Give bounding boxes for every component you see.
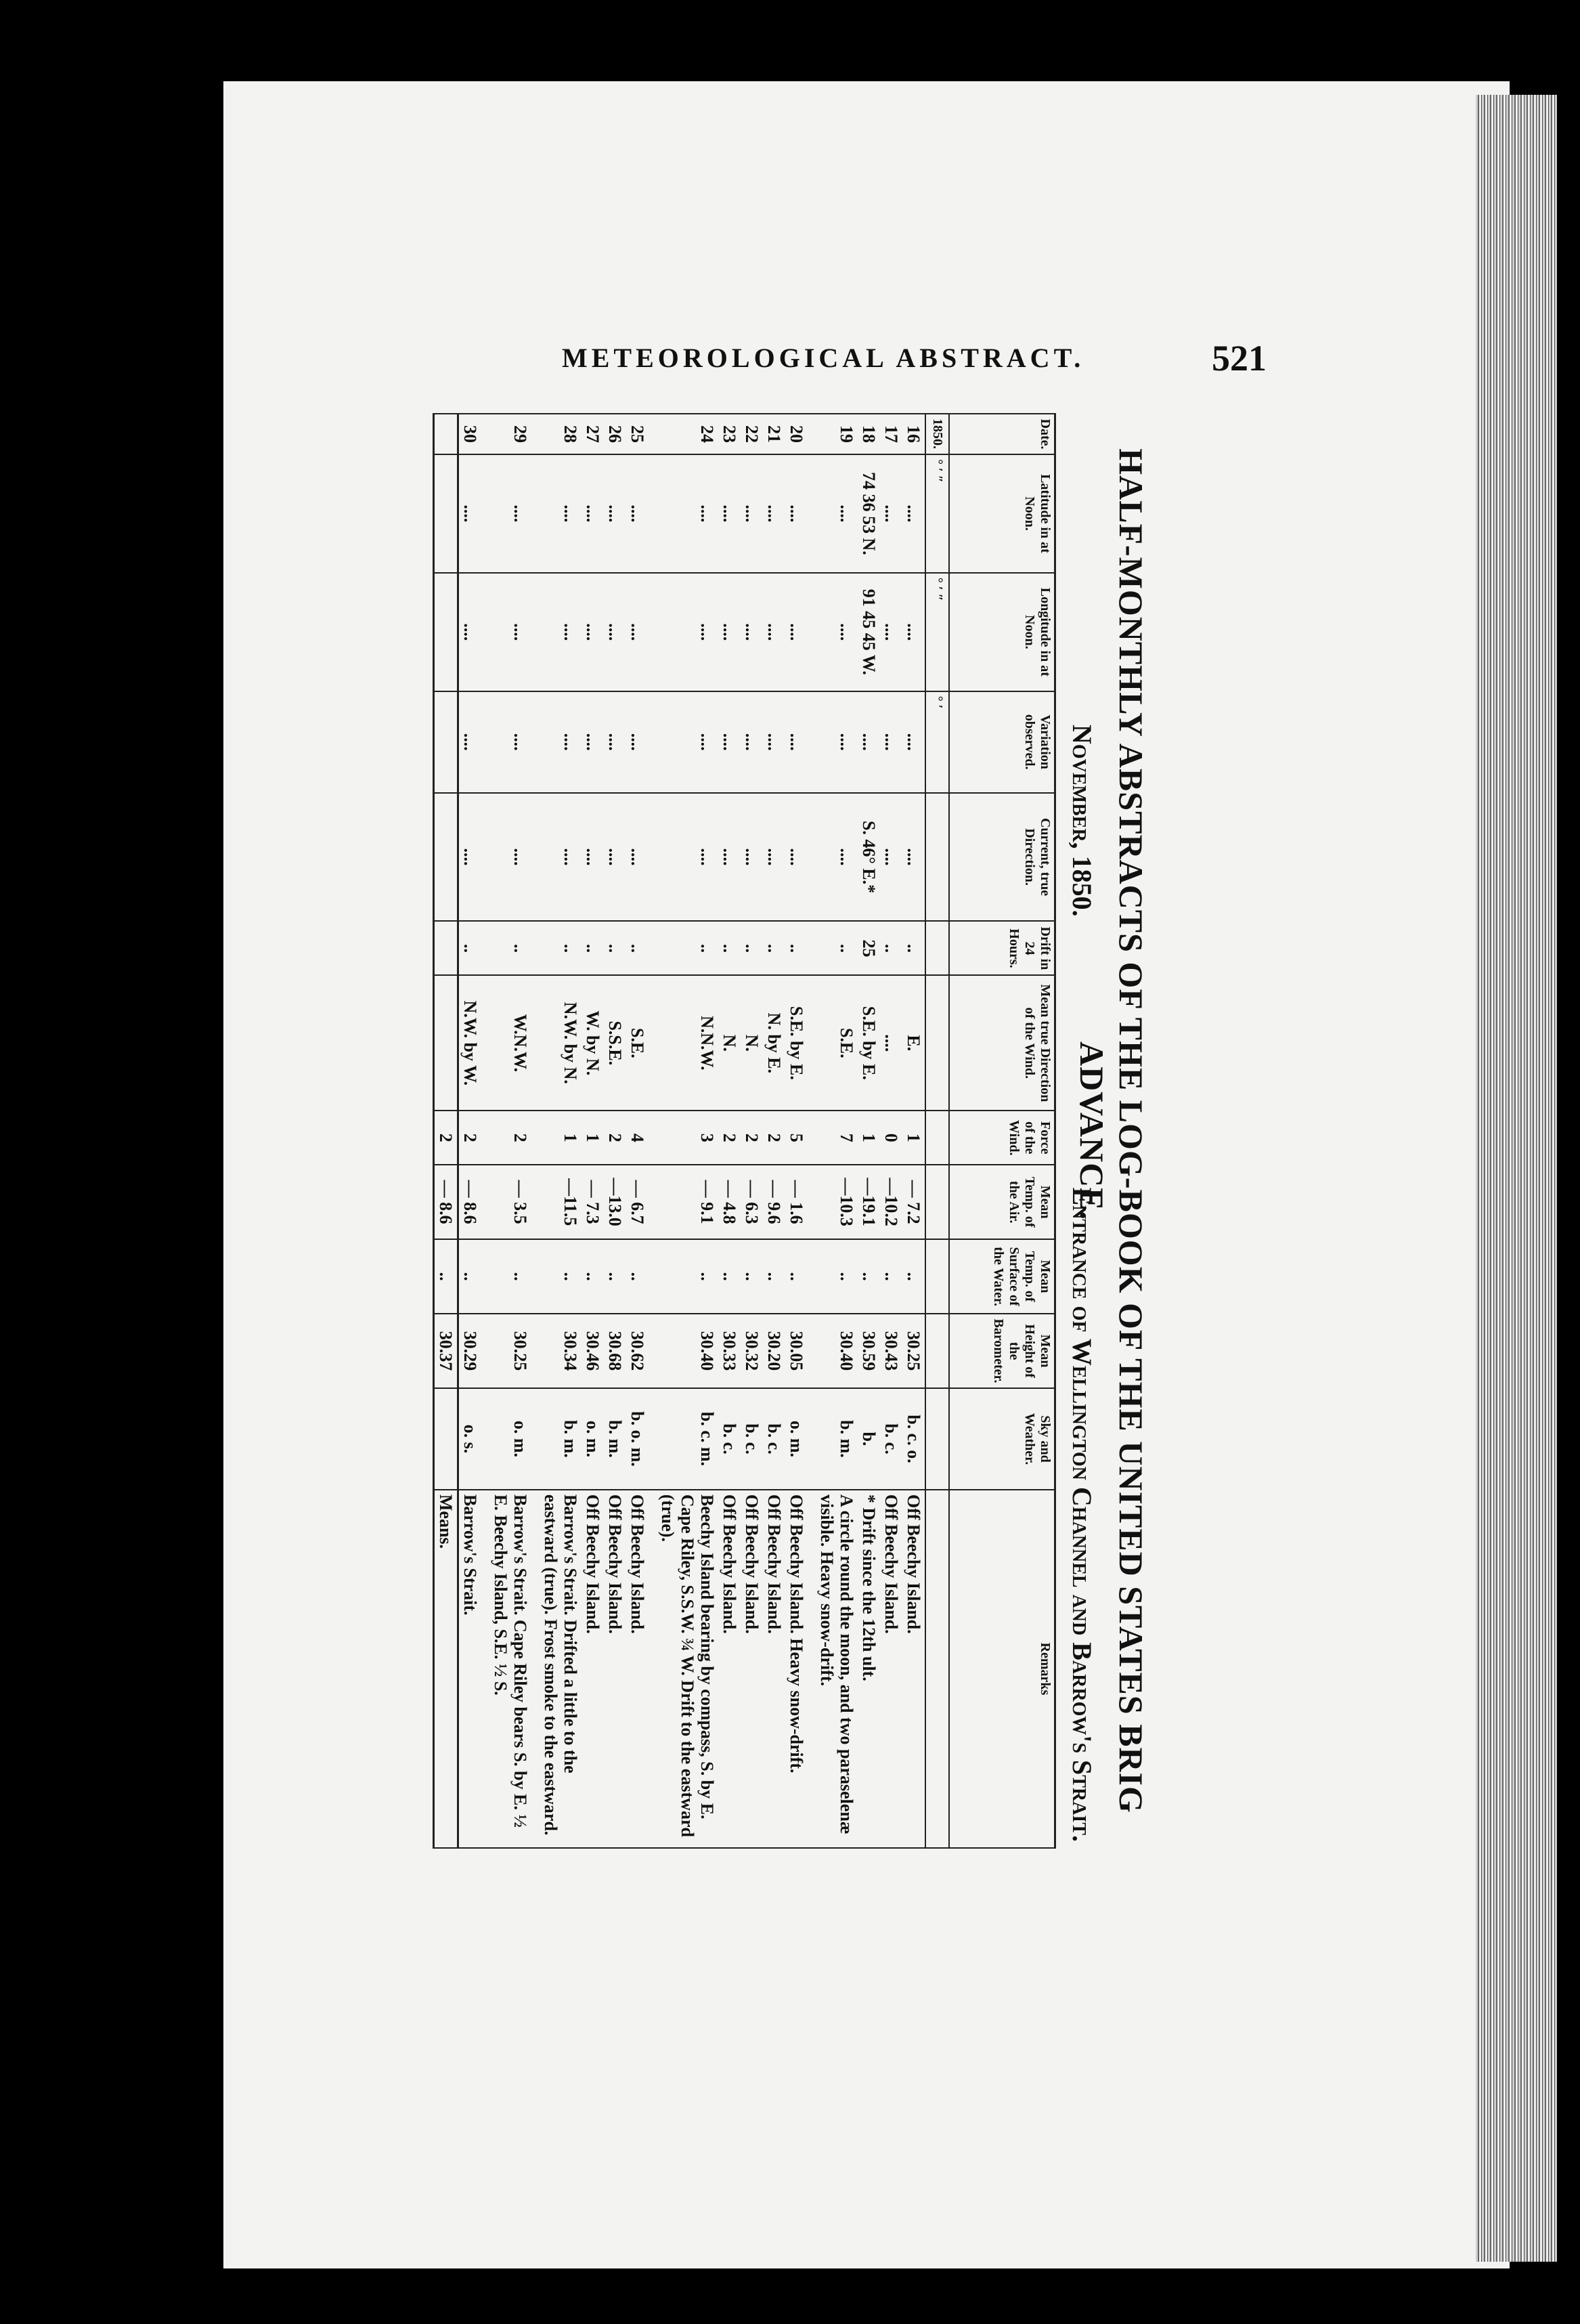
cell-force: 2 xyxy=(741,1111,763,1165)
cell-remarks: Off Beechy Island. Heavy snow-drift. xyxy=(785,1490,816,1848)
cell-remarks: Barrow's Strait. Drifted a little to the eastward (true). Frost smoke to the eastward. xyxy=(540,1490,581,1848)
cell-force: 2 xyxy=(604,1111,626,1165)
cell-baro: 30.25 xyxy=(489,1314,540,1388)
cell-water: .. xyxy=(902,1239,925,1314)
means-empty xyxy=(434,414,458,454)
cell-baro: 30.43 xyxy=(880,1314,902,1388)
cell-force: 1 xyxy=(902,1111,925,1165)
col-air-temp: Mean Temp. of the Air. xyxy=(949,1165,1055,1239)
col-barometer: Mean Height of the Barometer. xyxy=(949,1314,1055,1388)
col-current: Current, true Direction. xyxy=(949,793,1055,922)
col-wind-direction: Mean true Direction of the Wind. xyxy=(949,975,1055,1111)
cell-air: — 4.8 xyxy=(718,1165,741,1239)
cell-wind: N.W. by N. xyxy=(540,975,581,1111)
cell-drift: .. xyxy=(657,921,718,975)
cell-remarks: Beechy Island bearing by compass, S. by E. Cape Riley, S.S.W. ¾ W. Drift to the eastward (true). xyxy=(657,1490,718,1848)
table-row xyxy=(581,414,604,1848)
col-latitude: Latitude in at Noon. xyxy=(949,454,1055,573)
cell-sky: b. xyxy=(858,1388,880,1490)
cell-water: .. xyxy=(816,1239,858,1314)
cell-lon: .... xyxy=(604,573,626,691)
cell-water: .. xyxy=(741,1239,763,1314)
cell-baro: 30.40 xyxy=(657,1314,718,1388)
cell-baro: 30.46 xyxy=(581,1314,604,1388)
cell-force: 2 xyxy=(458,1111,490,1165)
cell-lon: .... xyxy=(902,573,925,691)
cell-sky: b. m. xyxy=(816,1388,858,1490)
means-empty xyxy=(434,454,458,573)
cell-sky: b. c. xyxy=(763,1388,785,1490)
cell-water: .. xyxy=(880,1239,902,1314)
table-row xyxy=(858,414,880,1848)
cell-wind: N. by E. xyxy=(763,975,785,1111)
cell-lat: .... xyxy=(763,454,785,573)
table-title: HALF-MONTHLY ABSTRACTS OF THE LOG-BOOK OF THE UNITED STATES BRIG ADVANCE. xyxy=(1073,448,1150,1813)
cell-date: 24 xyxy=(657,414,718,454)
cell-air: — 9.6 xyxy=(763,1165,785,1239)
cell-drift: .. xyxy=(718,921,741,975)
cell-remarks: Off Beechy Island. xyxy=(718,1490,741,1848)
means-force: 2 xyxy=(434,1111,458,1165)
means-water: .. xyxy=(434,1239,458,1314)
cell-baro: 30.20 xyxy=(763,1314,785,1388)
page-edges xyxy=(1476,95,1557,2262)
means-air: — 8.6 xyxy=(434,1165,458,1239)
table-row xyxy=(880,414,902,1848)
cell-wind: S.E. xyxy=(626,975,657,1111)
cell-water: .. xyxy=(458,1239,490,1314)
col-drift: Drift in 24 Hours. xyxy=(949,921,1055,975)
means-empty xyxy=(434,1388,458,1490)
cell-water: .. xyxy=(785,1239,816,1314)
cell-force: 5 xyxy=(785,1111,816,1165)
cell-force: 7 xyxy=(816,1111,858,1165)
cell-remarks: Off Beechy Island. xyxy=(741,1490,763,1848)
table-row xyxy=(741,414,763,1848)
cell-air: —10.3 xyxy=(816,1165,858,1239)
cell-lat: .... xyxy=(581,454,604,573)
cell-water: .. xyxy=(657,1239,718,1314)
cell-sky: b. c. xyxy=(880,1388,902,1490)
cell-cur: .... xyxy=(604,793,626,922)
cell-lon: 91 45 45 W. xyxy=(858,573,880,691)
cell-lon: .... xyxy=(581,573,604,691)
cell-baro: 30.29 xyxy=(458,1314,490,1388)
col-longitude: Longitude in at Noon. xyxy=(949,573,1055,691)
table-row xyxy=(785,414,816,1848)
cell-lon: .... xyxy=(657,573,718,691)
cell-drift: .. xyxy=(880,921,902,975)
cell-air: —10.2 xyxy=(880,1165,902,1239)
cell-air: — 9.1 xyxy=(657,1165,718,1239)
cell-var: .... xyxy=(858,691,880,793)
cell-sky: b. m. xyxy=(540,1388,581,1490)
cell-lat: .... xyxy=(657,454,718,573)
cell-drift: 25 xyxy=(858,921,880,975)
cell-remarks: Off Beechy Island. xyxy=(763,1490,785,1848)
cell-air: — 6.7 xyxy=(626,1165,657,1239)
cell-cur: .... xyxy=(816,793,858,922)
cell-wind: W. by N. xyxy=(581,975,604,1111)
col-water-temp: Mean Temp. of Surface of the Water. xyxy=(949,1239,1055,1314)
cell-sky: b. c. o. xyxy=(902,1388,925,1490)
cell-lat: .... xyxy=(604,454,626,573)
cell-drift: .. xyxy=(540,921,581,975)
cell-baro: 30.40 xyxy=(816,1314,858,1388)
cell-sky: o. m. xyxy=(489,1388,540,1490)
cell-force: 2 xyxy=(489,1111,540,1165)
cell-force: 4 xyxy=(626,1111,657,1165)
year-row xyxy=(925,414,949,1848)
cell-air: —11.5 xyxy=(540,1165,581,1239)
cell-date: 28 xyxy=(540,414,581,454)
means-row xyxy=(434,414,458,1848)
cell-air: —13.0 xyxy=(604,1165,626,1239)
cell-var: .... xyxy=(489,691,540,793)
cell-date: 16 xyxy=(902,414,925,454)
cell-remarks: Off Beechy Island. xyxy=(581,1490,604,1848)
cell-lat: 74 36 53 N. xyxy=(858,454,880,573)
cell-wind: S.E. by E. xyxy=(785,975,816,1111)
cell-drift: .. xyxy=(816,921,858,975)
lon-deg-marks: ° ′ ″ xyxy=(925,573,949,691)
cell-var: .... xyxy=(763,691,785,793)
running-title: METEOROLOGICAL ABSTRACT. xyxy=(562,343,1085,373)
cell-air: — 7.2 xyxy=(902,1165,925,1239)
cell-lon: .... xyxy=(763,573,785,691)
cell-air: — 7.3 xyxy=(581,1165,604,1239)
cell-baro: 30.59 xyxy=(858,1314,880,1388)
cell-wind: N. xyxy=(718,975,741,1111)
cell-drift: .. xyxy=(458,921,490,975)
cell-wind: W.N.W. xyxy=(489,975,540,1111)
cell-baro: 30.25 xyxy=(902,1314,925,1388)
cell-cur: .... xyxy=(489,793,540,922)
cell-cur: .... xyxy=(763,793,785,922)
log-table xyxy=(433,413,1056,1849)
cell-drift: .. xyxy=(581,921,604,975)
year-cell: 1850. xyxy=(925,414,949,454)
cell-var: .... xyxy=(581,691,604,793)
cell-remarks: A circle round the moon, and two paraselenæ visible. Heavy snow-drift. xyxy=(816,1490,858,1848)
cell-air: — 3.5 xyxy=(489,1165,540,1239)
cell-lon: .... xyxy=(880,573,902,691)
cell-baro: 30.34 xyxy=(540,1314,581,1388)
cell-wind: N. xyxy=(741,975,763,1111)
cell-cur: .... xyxy=(718,793,741,922)
cell-force: 1 xyxy=(540,1111,581,1165)
rotated-log-table-block xyxy=(436,413,1151,1849)
cell-date: 27 xyxy=(581,414,604,454)
means-baro: 30.37 xyxy=(434,1314,458,1388)
cell-wind: S.E. by E. xyxy=(858,975,880,1111)
cell-baro: 30.62 xyxy=(626,1314,657,1388)
cell-lat: .... xyxy=(816,454,858,573)
means-empty xyxy=(434,573,458,691)
cell-baro: 30.33 xyxy=(718,1314,741,1388)
cell-date: 23 xyxy=(718,414,741,454)
cell-force: 2 xyxy=(718,1111,741,1165)
cell-remarks: Barrow's Strait. Cape Riley bears S. by E. ½ E. Beechy Island, S.E. ½ S. xyxy=(489,1490,540,1848)
cell-air: — 6.3 xyxy=(741,1165,763,1239)
var-deg-marks: ° ′ xyxy=(925,691,949,793)
table-row xyxy=(540,414,581,1848)
cell-date: 25 xyxy=(626,414,657,454)
means-empty xyxy=(434,975,458,1111)
cell-lat: .... xyxy=(741,454,763,573)
cell-lon: .... xyxy=(458,573,490,691)
cell-lon: .... xyxy=(816,573,858,691)
cell-lon: .... xyxy=(785,573,816,691)
cell-cur: .... xyxy=(458,793,490,922)
cell-force: 1 xyxy=(858,1111,880,1165)
cell-lon: .... xyxy=(718,573,741,691)
cell-date: 17 xyxy=(880,414,902,454)
cell-lat: .... xyxy=(626,454,657,573)
cell-lat: .... xyxy=(540,454,581,573)
col-wind-force: Force of the Wind. xyxy=(949,1111,1055,1165)
cell-drift: .. xyxy=(902,921,925,975)
table-row xyxy=(902,414,925,1848)
table-row xyxy=(626,414,657,1848)
cell-cur: .... xyxy=(741,793,763,922)
page-number: 521 xyxy=(1212,338,1267,379)
cell-date: 18 xyxy=(858,414,880,454)
log-body xyxy=(434,414,950,1848)
cell-lat: .... xyxy=(902,454,925,573)
cell-remarks: Off Beechy Island. xyxy=(626,1490,657,1848)
cell-water: .. xyxy=(604,1239,626,1314)
cell-cur: .... xyxy=(880,793,902,922)
cell-remarks: * Drift since the 12th ult. xyxy=(858,1490,880,1848)
means-empty xyxy=(434,921,458,975)
col-sky: Sky and Weather. xyxy=(949,1388,1055,1490)
cell-var: .... xyxy=(626,691,657,793)
cell-drift: .. xyxy=(741,921,763,975)
table-row xyxy=(816,414,858,1848)
means-remarks: Means. xyxy=(434,1490,458,1848)
cell-force: 1 xyxy=(581,1111,604,1165)
cell-baro: 30.68 xyxy=(604,1314,626,1388)
cell-var: .... xyxy=(816,691,858,793)
cell-sky: o. m. xyxy=(785,1388,816,1490)
cell-var: .... xyxy=(604,691,626,793)
cell-remarks: Off Beechy Island. xyxy=(604,1490,626,1848)
cell-force: 2 xyxy=(763,1111,785,1165)
cell-drift: .. xyxy=(489,921,540,975)
table-row xyxy=(458,414,490,1848)
cell-cur: .... xyxy=(581,793,604,922)
cell-cur: .... xyxy=(540,793,581,922)
cell-drift: .. xyxy=(785,921,816,975)
cell-remarks: Off Beechy Island. xyxy=(880,1490,902,1848)
cell-wind: S.E. xyxy=(816,975,858,1111)
cell-water: .. xyxy=(626,1239,657,1314)
cell-var: .... xyxy=(785,691,816,793)
cell-wind: .... xyxy=(880,975,902,1111)
cell-water: .. xyxy=(718,1239,741,1314)
cell-air: — 8.6 xyxy=(458,1165,490,1239)
cell-cur: S. 46° E.* xyxy=(858,793,880,922)
cell-lon: .... xyxy=(741,573,763,691)
means-empty xyxy=(434,691,458,793)
header-row xyxy=(949,414,1055,1848)
cell-lat: .... xyxy=(489,454,540,573)
cell-wind: N.W. by W. xyxy=(458,975,490,1111)
cell-force: 3 xyxy=(657,1111,718,1165)
cell-lat: .... xyxy=(458,454,490,573)
cell-air: — 1.6 xyxy=(785,1165,816,1239)
cell-wind: S.S.E. xyxy=(604,975,626,1111)
table-row xyxy=(657,414,718,1848)
cell-drift: .. xyxy=(626,921,657,975)
cell-var: .... xyxy=(902,691,925,793)
cell-remarks: Off Beechy Island. xyxy=(902,1490,925,1848)
cell-sky: b. c. xyxy=(718,1388,741,1490)
cell-water: .. xyxy=(763,1239,785,1314)
lat-deg-marks: ° ′ ″ xyxy=(925,454,949,573)
cell-sky: o. s. xyxy=(458,1388,490,1490)
cell-remarks: Barrow's Strait. xyxy=(458,1490,490,1848)
cell-water: .. xyxy=(581,1239,604,1314)
table-row xyxy=(489,414,540,1848)
means-empty xyxy=(434,793,458,922)
cell-sky: b. o. m. xyxy=(626,1388,657,1490)
cell-drift: .. xyxy=(604,921,626,975)
cell-wind: N.N.W. xyxy=(657,975,718,1111)
cell-lat: .... xyxy=(718,454,741,573)
cell-var: .... xyxy=(458,691,490,793)
table-month: November, 1850. xyxy=(1067,725,1097,917)
cell-cur: .... xyxy=(785,793,816,922)
cell-water: .. xyxy=(540,1239,581,1314)
cell-var: .... xyxy=(741,691,763,793)
cell-var: .... xyxy=(540,691,581,793)
table-place: Entrance of Wellington Channel and Barrow's Strait. xyxy=(1067,1187,1097,1842)
cell-date: 21 xyxy=(763,414,785,454)
col-remarks: Remarks xyxy=(949,1490,1055,1848)
cell-wind: E. xyxy=(902,975,925,1111)
col-variation: Variation observed. xyxy=(949,691,1055,793)
cell-lon: .... xyxy=(489,573,540,691)
cell-baro: 30.05 xyxy=(785,1314,816,1388)
cell-sky: o. m. xyxy=(581,1388,604,1490)
cell-lon: .... xyxy=(626,573,657,691)
cell-baro: 30.32 xyxy=(741,1314,763,1388)
cell-water: .. xyxy=(489,1239,540,1314)
cell-cur: .... xyxy=(902,793,925,922)
cell-cur: .... xyxy=(626,793,657,922)
cell-drift: .. xyxy=(763,921,785,975)
cell-sky: b. c. xyxy=(741,1388,763,1490)
cell-force: 0 xyxy=(880,1111,902,1165)
table-row xyxy=(604,414,626,1848)
cell-var: .... xyxy=(880,691,902,793)
cell-date: 26 xyxy=(604,414,626,454)
cell-lon: .... xyxy=(540,573,581,691)
book-spine xyxy=(0,0,223,2324)
col-date: Date. xyxy=(949,414,1055,454)
table-row xyxy=(763,414,785,1848)
cell-date: 22 xyxy=(741,414,763,454)
cell-date: 19 xyxy=(816,414,858,454)
cell-var: .... xyxy=(657,691,718,793)
table-row xyxy=(718,414,741,1848)
cell-sky: b. m. xyxy=(604,1388,626,1490)
cell-lat: .... xyxy=(785,454,816,573)
cell-air: —19.1 xyxy=(858,1165,880,1239)
cell-date: 30 xyxy=(458,414,490,454)
cell-lat: .... xyxy=(880,454,902,573)
cell-date: 20 xyxy=(785,414,816,454)
cell-var: .... xyxy=(718,691,741,793)
cell-cur: .... xyxy=(657,793,718,922)
cell-sky: b. c. m. xyxy=(657,1388,718,1490)
cell-date: 29 xyxy=(489,414,540,454)
cell-water: .. xyxy=(858,1239,880,1314)
